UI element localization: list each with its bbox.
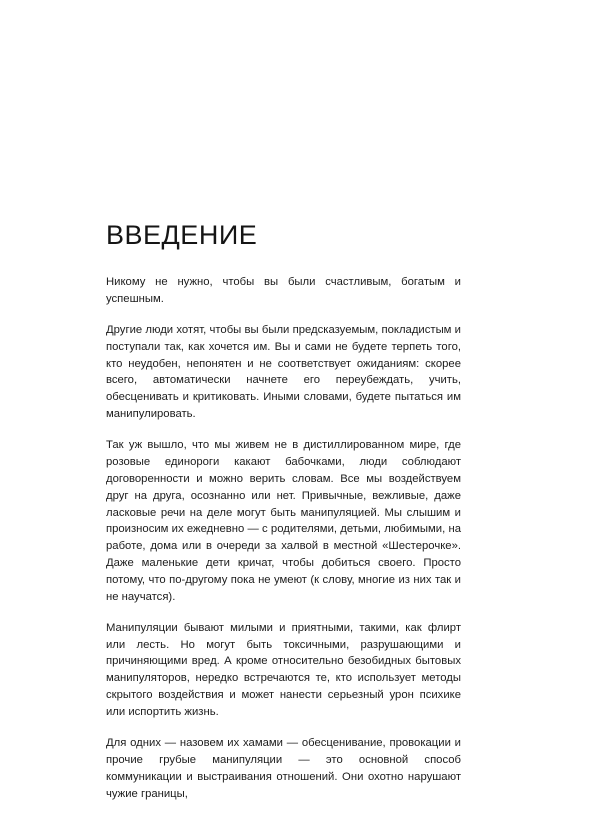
paragraph: Манипуляции бывают милыми и приятными, такими, как флирт или лесть. Но могут быть токсичными, разрушающими и причиняющими вред. А кроме относительно безобидных бытовых манипуляторов, нередко встречаются те, кто использует методы скрытого воздействия и может нанести серьезный урон психике или испортить жизнь. xyxy=(106,621,461,718)
paragraph: Так уж вышло, что мы живем не в дистиллированном мире, где розовые единороги какают бабочками, люди соблюдают договоренности и можно верить словам. Все мы воздействуем друг на друга, осознанно или нет. Привычные, вежливые, даже ласковые речи на деле могут быть манипуляцией. Мы слышим и произносим их ежедневно — с родителями, детьми, любимыми, на работе, дома или в очереди за халвой в местной «Шестерочке». Даже маленькие дети кричат, чтобы добиться своего. Просто потому, что по-другому пока не умеют (к слову, многие из них так и не научатся). xyxy=(106,439,461,603)
paragraph: Другие люди хотят, чтобы вы были предсказуемым, покладистым и поступали так, как хочется им. Вы и сами не будете терпеть того, кто неудобен, непонятен и не соответствует ожиданиям: скорее всего, автоматически начнете его переубеждать, учить, обесценивать и критиковать. Иными словами, будете пытаться им манипулировать. xyxy=(106,324,461,421)
paragraph: Никому не нужно, чтобы вы были счастливым, богатым и успешным. xyxy=(106,276,461,305)
paragraph: Для одних — назовем их хамами — обесценивание, провокации и прочие грубые манипуляции — это основной способ коммуникации и выстраивания отношений. Они охотно нарушают чужие границы, xyxy=(106,737,461,800)
chapter-title: ВВЕДЕНИЕ xyxy=(106,220,258,250)
chapter-body xyxy=(106,274,461,817)
